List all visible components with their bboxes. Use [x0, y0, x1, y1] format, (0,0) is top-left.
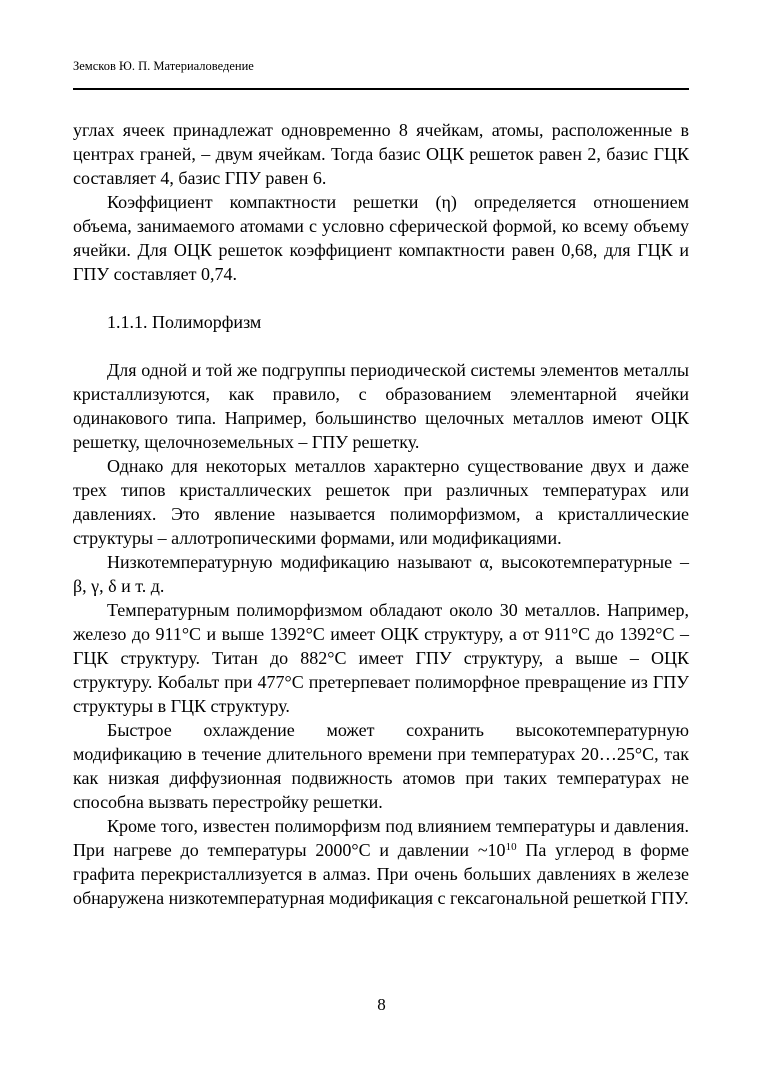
pressure-text-end: Па углерод в форме графита перекристаллизуется в алмаз. При очень больших давлениях в железе обнаружена низкотемпературная модификация с гексагональной решеткой ГПУ. — [73, 840, 689, 908]
pressure-text-start: Кроме того, известен полиморфизм под влиянием температуры и давления. При нагреве до температуры 2000°С и давлении ~10 — [73, 816, 689, 860]
paragraph-packing-factor: Коэффициент компактности решетки (η) определяется отношением объема, занимаемого атомами с условно сферической формой, ко всему объему ячейки. Для ОЦК решеток коэффициент компактности равен 0,68, для ГЦК и ГПУ составляет 0,74. — [73, 192, 689, 284]
paragraph-modifications: Низкотемпературную модификацию называют α, высокотемпературные – β, γ, δ и т. д. — [73, 552, 689, 596]
paragraph-basis: углах ячеек принадлежат одновременно 8 ячейкам, атомы, расположенные в центрах граней, – двум ячейкам. Тогда базис ОЦК решеток равен 2, базис ГЦК составляет 4, базис ГПУ равен 6. — [73, 120, 689, 188]
paragraph-subgroup: Для одной и той же подгруппы периодической системы элементов металлы кристаллизуются, как правило, с образованием элементарной ячейки одинакового типа. Например, большинство щелочных металлов имеют ОЦК решетку, щелочноземельных – ГПУ решетку. — [73, 360, 689, 452]
paragraph-polymorphism-definition: Однако для некоторых металлов характерно существование двух и даже трех типов кристаллических решеток при различных температурах или давлениях. Это явление называется полиморфизмом, а кристаллические структуры – аллотропическими формами, или модификациями. — [73, 456, 689, 548]
paragraph-rapid-cooling: Быстрое охлаждение может сохранить высокотемпературную модификацию в течение длительного времени при температурах 20…25°С, так как низкая диффузионная подвижность атомов при таких температурах не способна вызвать перестройку решетки. — [73, 720, 689, 812]
paragraph-temperature-polymorphism: Температурным полиморфизмом обладают около 30 металлов. Например, железо до 911°С и выше 1392°С имеет ОЦК структуру, а от 911°С до 1392°С – ГЦК структуру. Титан до 882°С имеет ГПУ структуру, а выше – ОЦК структуру. Кобальт при 477°С претерпевает полиморфное превращение из ГПУ структуры в ГЦК структуру. — [73, 600, 689, 716]
page-number: 8 — [377, 995, 386, 1014]
section-heading: 1.1.1. Полиморфизм — [107, 312, 262, 332]
header-rule — [73, 88, 689, 90]
pressure-exponent: 10 — [505, 841, 517, 853]
body-text — [73, 118, 689, 910]
running-header: Земсков Ю. П. Материаловедение — [73, 59, 254, 73]
paragraph-pressure-polymorphism — [73, 814, 689, 910]
